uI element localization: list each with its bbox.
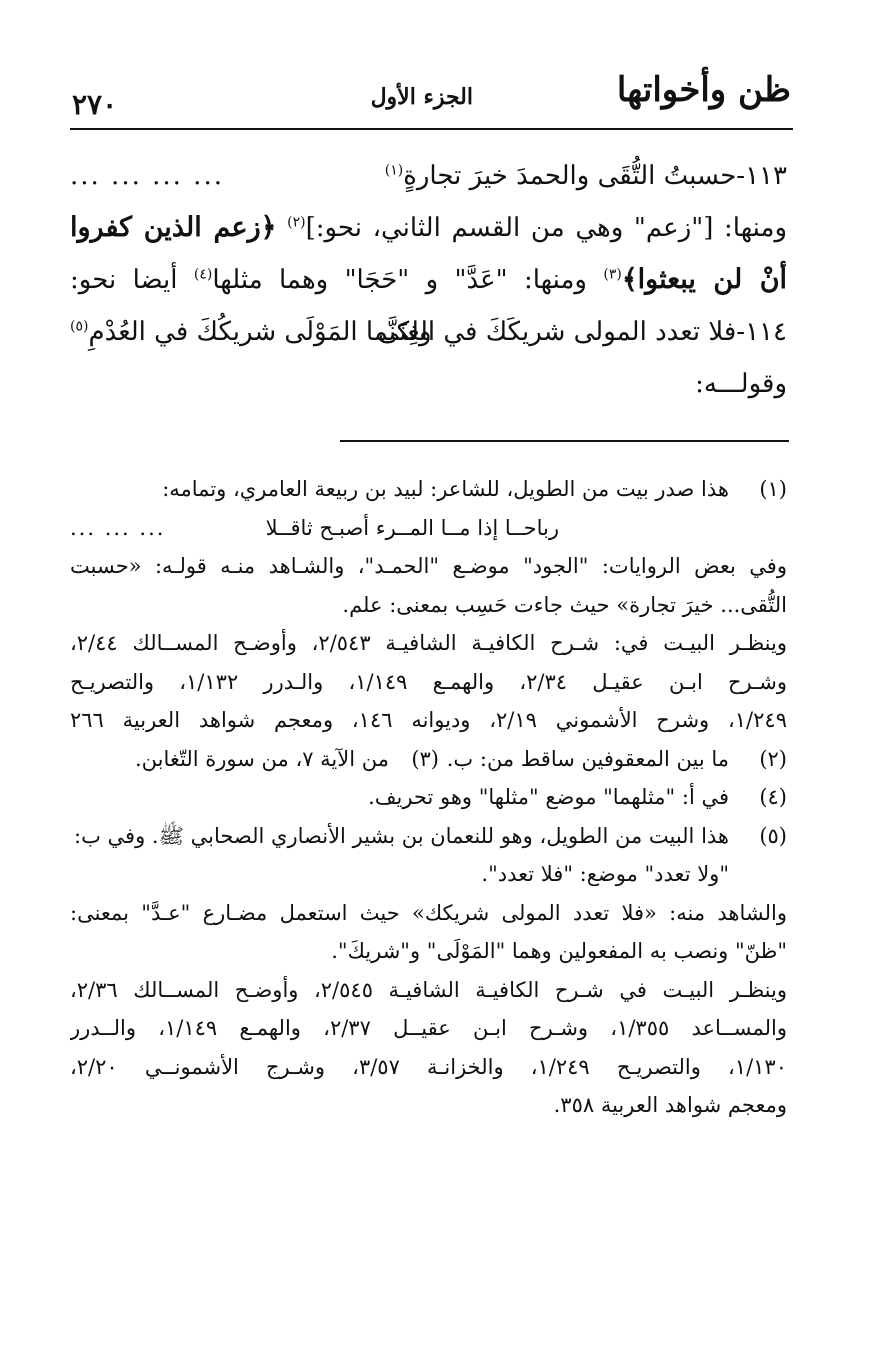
footnote-1-line: ١/٢٤٩، وشرح الأشموني ٢/١٩، وديوانه ١٤٦، ومعجم شواهد العربية ٢٦٦: [70, 708, 787, 732]
text-line-3: [70, 254, 787, 306]
text-line-3-c: أيضا نحو:: [70, 265, 178, 295]
footnote-1: [70, 470, 787, 740]
footnote-1-number: (١): [759, 477, 787, 501]
text-line-2: [70, 202, 787, 254]
footnote-1-line: التُّقى... خيرَ تجارة» حيث جاءت حَسِب بمعنى: علم.: [342, 592, 787, 617]
quran-quote-start: ﴿زعم الذين كفروا: [70, 212, 277, 243]
footnote-4: [70, 778, 787, 817]
page-number: ٢٧٠: [72, 88, 118, 121]
footnote-5-line: هذا البيت من الطويل، وهو للنعمان بن بشير الأنصاري الصحابي ﷺ. وفي ب:: [74, 823, 729, 848]
footnote-5-line: والشاهد منه: «فلا تعدد المولى شريكك» حيث استعمل مضـارع "عـدَّ" بمعنى:: [70, 900, 787, 925]
footnote-5-line: "ظنّ" ونصب به المفعولين وهما "المَوْلَى" و"شريكَ".: [331, 939, 787, 963]
footnote-ref-1: (١): [384, 162, 404, 179]
footnote-2-number: (٢): [759, 746, 787, 771]
footnote-5-line: والمســاعد ١/٣٥٥، وشـرح ابـن عقيــل ٢/٣٧، والهمـع ١/١٤٩، والــدرر: [70, 1016, 787, 1040]
volume-label: الجزء الأول: [370, 84, 473, 110]
footnote-3-number: (٣): [411, 746, 439, 771]
footnote-2-3: [70, 740, 787, 779]
footnote-2-text: ما بين المعقوفين ساقط من: ب.: [446, 746, 729, 771]
footnote-ref-4: (٤): [193, 266, 213, 283]
footnote-1-line: وفي بعض الروايات: "الجود" موضـع "الحمـد"، والشـاهد منـه قولـه: «حسبت: [70, 554, 787, 578]
chapter-title: ظن وأخواتها: [616, 70, 791, 110]
footnote-5-line: ومعجم شواهد العربية ٣٥٨.: [553, 1093, 787, 1117]
footnote-1-line: وشـرح ابـن عقيـل ٢/٣٤، والهمـع ١/١٤٩، والـدرر ١/١٣٢، والتصريـح: [70, 669, 787, 694]
footnote-5-line: ١/١٣٠، والتصريـح ١/٢٤٩، والخزانـة ٣/٥٧، وشـرج الأشمونــي ٢/٢٠،: [70, 1054, 787, 1079]
text-line-5: وقولـــه:: [695, 369, 787, 399]
verse-113: [70, 150, 787, 202]
footnote-5-number: (٥): [759, 823, 787, 848]
verse-114-first-hemistich: ١١٤-فلا تعدد المولى شريكَكَ في الغِنَى: [377, 317, 787, 347]
footnote-4-text: في أ: "مثلهما" موضع "مثلها" وهو تحريف.: [368, 785, 729, 809]
footnote-1-line: هذا صدر بيت من الطويل، للشاعر: لبيد بن ربيعة العامري، وتمامه:: [162, 477, 729, 501]
page-header: [72, 66, 791, 124]
text-line-2-a: ومنها: ["زعم" وهي من القسم الثاني، نحو:]: [305, 213, 787, 243]
text-line-3-b: ومنها: "عَدَّ" و "حَجَا" وهما مثلها: [212, 265, 587, 295]
footnote-5-line: "ولا تعدد" موضع: "فلا تعدد".: [481, 862, 729, 886]
main-text: [70, 150, 787, 410]
footnote-3-text: من الآية ٧، من سورة التّغابن.: [134, 746, 389, 771]
footnote-5: [70, 817, 787, 1125]
footnote-divider: [340, 440, 789, 442]
verse-114-second-hemistich: ولكنَّما المَوْلَى شريكُكَ في العُدْمِ$^{(٥)}$: [70, 317, 432, 347]
footnote-5-line: وينظـر البيـت في شـرح الكافيـة الشافيـة ٢/٥٤٥، وأوضـح المســالك ٢/٣٦،: [70, 977, 787, 1002]
footnote-ref-5: (٥): [70, 318, 89, 335]
footnote-1-line: وينظـر البيـت في: شـرح الكافيـة الشافيـة ٢/٥٤٣، وأوضـح المســالك ٢/٤٤،: [70, 631, 787, 655]
footnote-1-verse: رباحــا إذا مــا المــرء أصبـح ثاقــلا ... ... ...: [70, 515, 559, 540]
verse-114: [70, 306, 787, 358]
footnote-ref-3: (٣): [603, 266, 622, 283]
quran-quote-end: أنْ لن يبعثوا﴾: [621, 264, 787, 295]
header-divider: [70, 128, 793, 130]
verse-113-ellipsis: ... ... ... ...: [70, 161, 224, 191]
footnote-ref-2: (٢): [287, 214, 306, 231]
footnote-4-number: (٤): [759, 785, 787, 809]
footnotes: [70, 470, 787, 1125]
verse-113-text: ١١٣-حسبتُ التُّقَى والحمدَ خيرَ تجارةٍ$^{(١)}$: [384, 161, 787, 191]
